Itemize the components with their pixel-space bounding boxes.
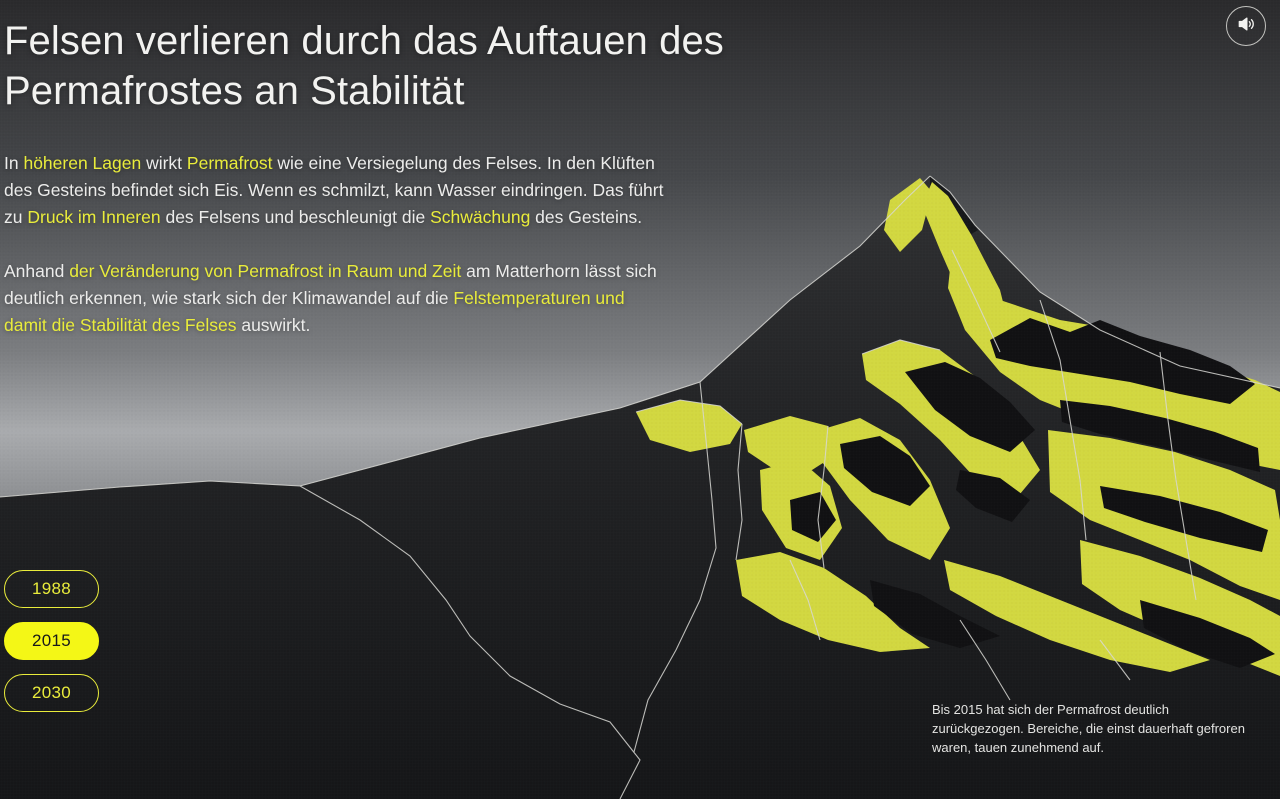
highlighted-phrase: Druck im Inneren — [27, 207, 161, 227]
text-run: wie eine Versiegelung des Felses. In den Klüften des Gesteins befindet sich Eis. Wenn es schmilzt, kann Wasser eindringen. Das führt zu — [4, 153, 664, 227]
year-button-2030[interactable]: 2030 — [4, 674, 99, 712]
highlighted-phrase: Permafrost — [186, 153, 273, 173]
description-text — [4, 150, 664, 339]
chart-caption: Bis 2015 hat sich der Permafrost deutlich zurückgezogen. Bereiche, die einst dauerhaft gefroren waren, tauen zunehmend auf. — [932, 702, 1245, 755]
text-run: auswirkt. — [236, 315, 311, 335]
text-run: am Matterhorn lässt sich deutlich erkennen, wie stark sich der Klimawandel auf die — [4, 261, 657, 308]
year-button-1988[interactable]: 1988 — [4, 570, 99, 608]
highlighted-phrase: Schwächung — [430, 207, 531, 227]
text-run: wirkt — [141, 153, 187, 173]
highlighted-phrase: Felstemperaturen und damit die Stabilität des Felses — [4, 288, 625, 335]
text-run: des Felsens und beschleunigt die — [160, 207, 431, 227]
text-run: Anhand — [4, 261, 70, 281]
year-selector[interactable] — [4, 570, 99, 712]
text-run: In — [4, 153, 24, 173]
page-title: Felsen verlieren durch das Auftauen des Permafrostes an Stabilität — [4, 19, 724, 114]
sound-on-icon — [1236, 14, 1256, 39]
year-button-2015[interactable]: 2015 — [4, 622, 99, 660]
highlighted-phrase: höheren Lagen — [23, 153, 142, 173]
text-run: des Gesteins. — [530, 207, 643, 227]
paragraph-2 — [4, 258, 664, 339]
sound-toggle-button[interactable] — [1226, 6, 1266, 46]
paragraph-1 — [4, 150, 664, 231]
highlighted-phrase: der Veränderung von Permafrost in Raum und Zeit — [69, 261, 462, 281]
